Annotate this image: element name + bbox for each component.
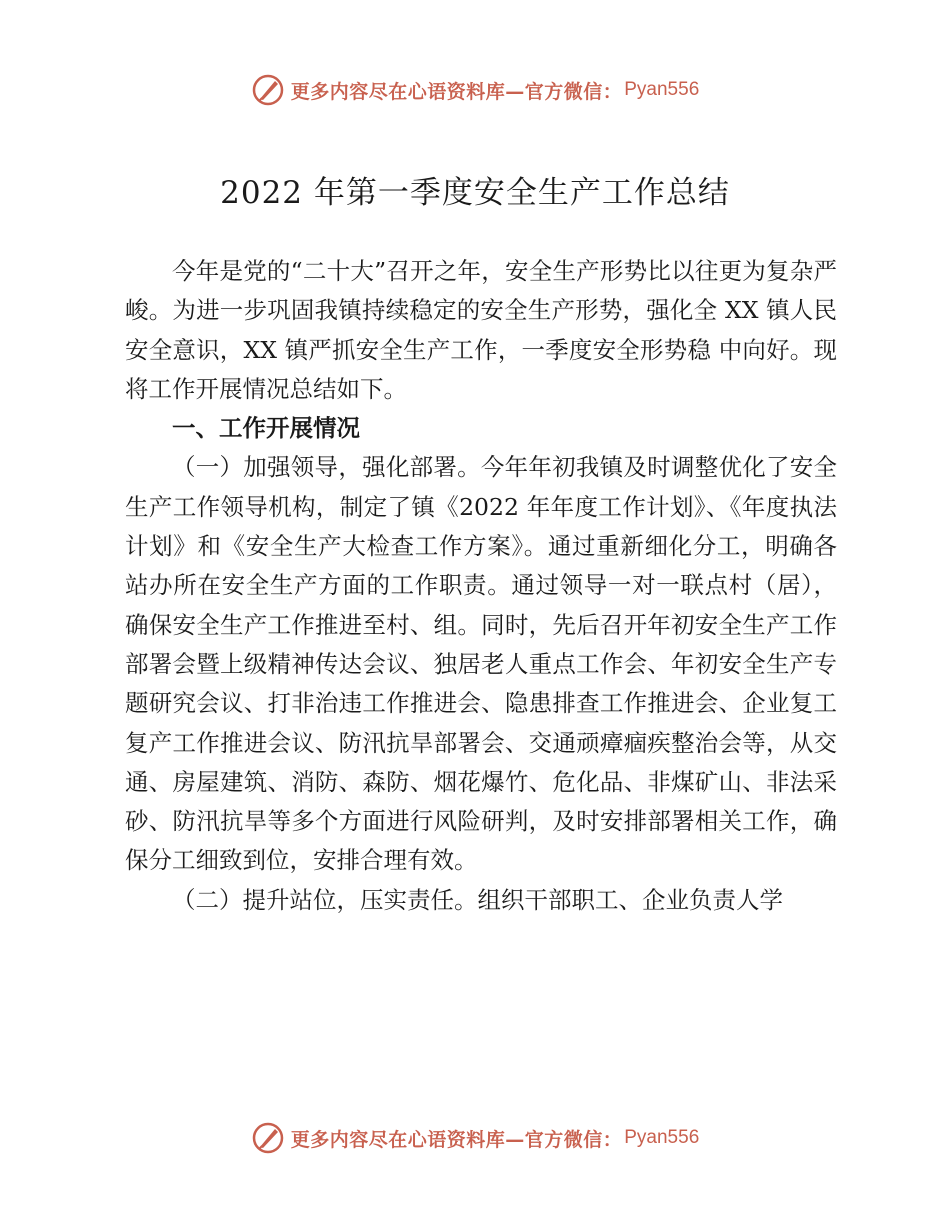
- watermark-footer: [0, 1118, 950, 1158]
- watermark-text: 更多内容尽在心语资料库—官方微信：: [290, 80, 623, 103]
- watermark-wechat-id: Pyan556: [624, 79, 700, 100]
- document-title: 2022 年第一季度安全生产工作总结: [220, 175, 730, 211]
- watermark-wechat-id: Pyan556: [624, 1127, 700, 1148]
- body-paragraph-2: （二）提升站位，压实责任。组织干部职工、企业负责人学: [172, 885, 783, 914]
- body-paragraph-1: （一）加强领导，强化部署。今年年初我镇及时调整优化了安全生产工作领导机构，制定了镇《2022 年年度工作计划》、《年度执法计划》和《安全生产大检查工作方案》。通过重新细化分工，明确各站办所在安全生产方面的工作职责。通过领导一对一联点村（居），确保安全生产工作推进至村、组。同时，先后召开年初安全生产工作部署会暨上级精神传达会议、独居老人重点工作会、年初安全生产专题研究会议、打非治违工作推进会、隐患排查工作推进会、企业复工复产工作推进会议、防汛抗旱部署会、交通顽瘴痼疾整治会等，从交通、房屋建筑、消防、森防、烟花爆竹、危化品、非煤矿山、非法采砂、防汛抗旱等多个方面进行风险研判，及时安排部署相关工作，确保分工细致到位，安排合理有效。: [125, 453, 837, 875]
- document-body: [125, 252, 837, 920]
- quill-logo-icon: [251, 73, 285, 107]
- watermark-text: 更多内容尽在心语资料库—官方微信：: [290, 1128, 623, 1151]
- watermark-header: [0, 70, 950, 110]
- quill-logo-icon: [251, 1121, 285, 1155]
- section-heading: 一、工作开展情况: [172, 414, 360, 443]
- intro-paragraph: 今年是党的“二十大”召开之年，安全生产形势比以往更为复杂严峻。为进一步巩固我镇持续稳定的安全生产形势，强化全 XX 镇人民安全意识，XX 镇严抓安全生产工作，一季度安全形势稳 中向好。现将工作开展情况总结如下。: [125, 257, 837, 403]
